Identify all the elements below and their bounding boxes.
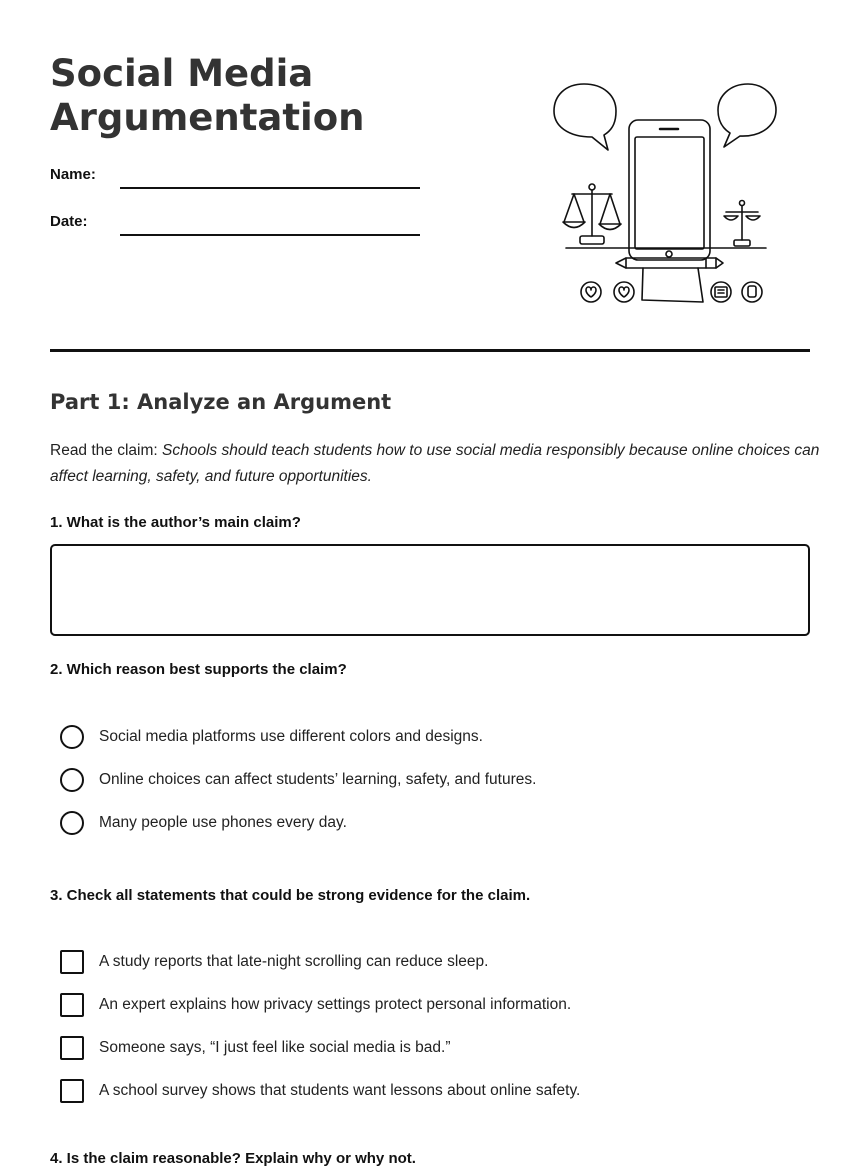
- name-label: Name:: [50, 166, 96, 183]
- q3-option-label: An expert explains how privacy settings protect personal information.: [99, 996, 572, 1013]
- q2-option-label: Online choices can affect students’ learning, safety, and futures.: [99, 771, 537, 788]
- title-line-2: Argumentation: [50, 96, 365, 139]
- question-1-answer-box[interactable]: [50, 544, 810, 636]
- date-field[interactable]: [120, 234, 420, 236]
- question-2: 2. Which reason best supports the claim?: [50, 661, 347, 678]
- title-line-1: Social Media: [50, 52, 314, 95]
- worksheet-title: [50, 52, 490, 140]
- name-field[interactable]: [120, 187, 420, 189]
- question-1: 1. What is the author’s main claim?: [50, 514, 301, 531]
- claim-text: Schools should teach students how to use social media responsibly because online choices can affect learning, safety, and future opportunities.: [50, 442, 820, 485]
- checkbox[interactable]: [60, 1079, 84, 1103]
- checkbox[interactable]: [60, 1036, 84, 1060]
- date-label: Date:: [50, 213, 88, 230]
- phone-scales-speech-bubbles-icon: [550, 78, 780, 308]
- q2-option-label: Many people use phones every day.: [99, 814, 347, 831]
- radio-button[interactable]: [60, 768, 84, 792]
- q3-option-label: Someone says, “I just feel like social media is bad.”: [99, 1039, 451, 1056]
- q3-option[interactable]: [60, 992, 571, 1018]
- section-divider: [50, 349, 810, 352]
- q3-option-label: A study reports that late-night scrolling can reduce sleep.: [99, 953, 489, 970]
- q2-option[interactable]: [60, 810, 347, 836]
- q3-option[interactable]: [60, 1035, 451, 1061]
- radio-button[interactable]: [60, 725, 84, 749]
- q3-option[interactable]: [60, 1078, 580, 1104]
- q3-option[interactable]: [60, 949, 488, 975]
- question-4: 4. Is the claim reasonable? Explain why or why not.: [50, 1150, 416, 1167]
- question-3: 3. Check all statements that could be strong evidence for the claim.: [50, 887, 531, 904]
- claim-intro: [50, 438, 820, 490]
- q3-option-label: A school survey shows that students want lessons about online safety.: [99, 1082, 581, 1099]
- intro-prefix: Read the claim:: [50, 442, 162, 459]
- checkbox[interactable]: [60, 950, 84, 974]
- radio-button[interactable]: [60, 811, 84, 835]
- q2-option[interactable]: [60, 724, 483, 750]
- q2-option-label: Social media platforms use different colors and designs.: [99, 728, 483, 745]
- part-1-title: Part 1: Analyze an Argument: [50, 390, 392, 414]
- q2-option[interactable]: [60, 767, 536, 793]
- checkbox[interactable]: [60, 993, 84, 1017]
